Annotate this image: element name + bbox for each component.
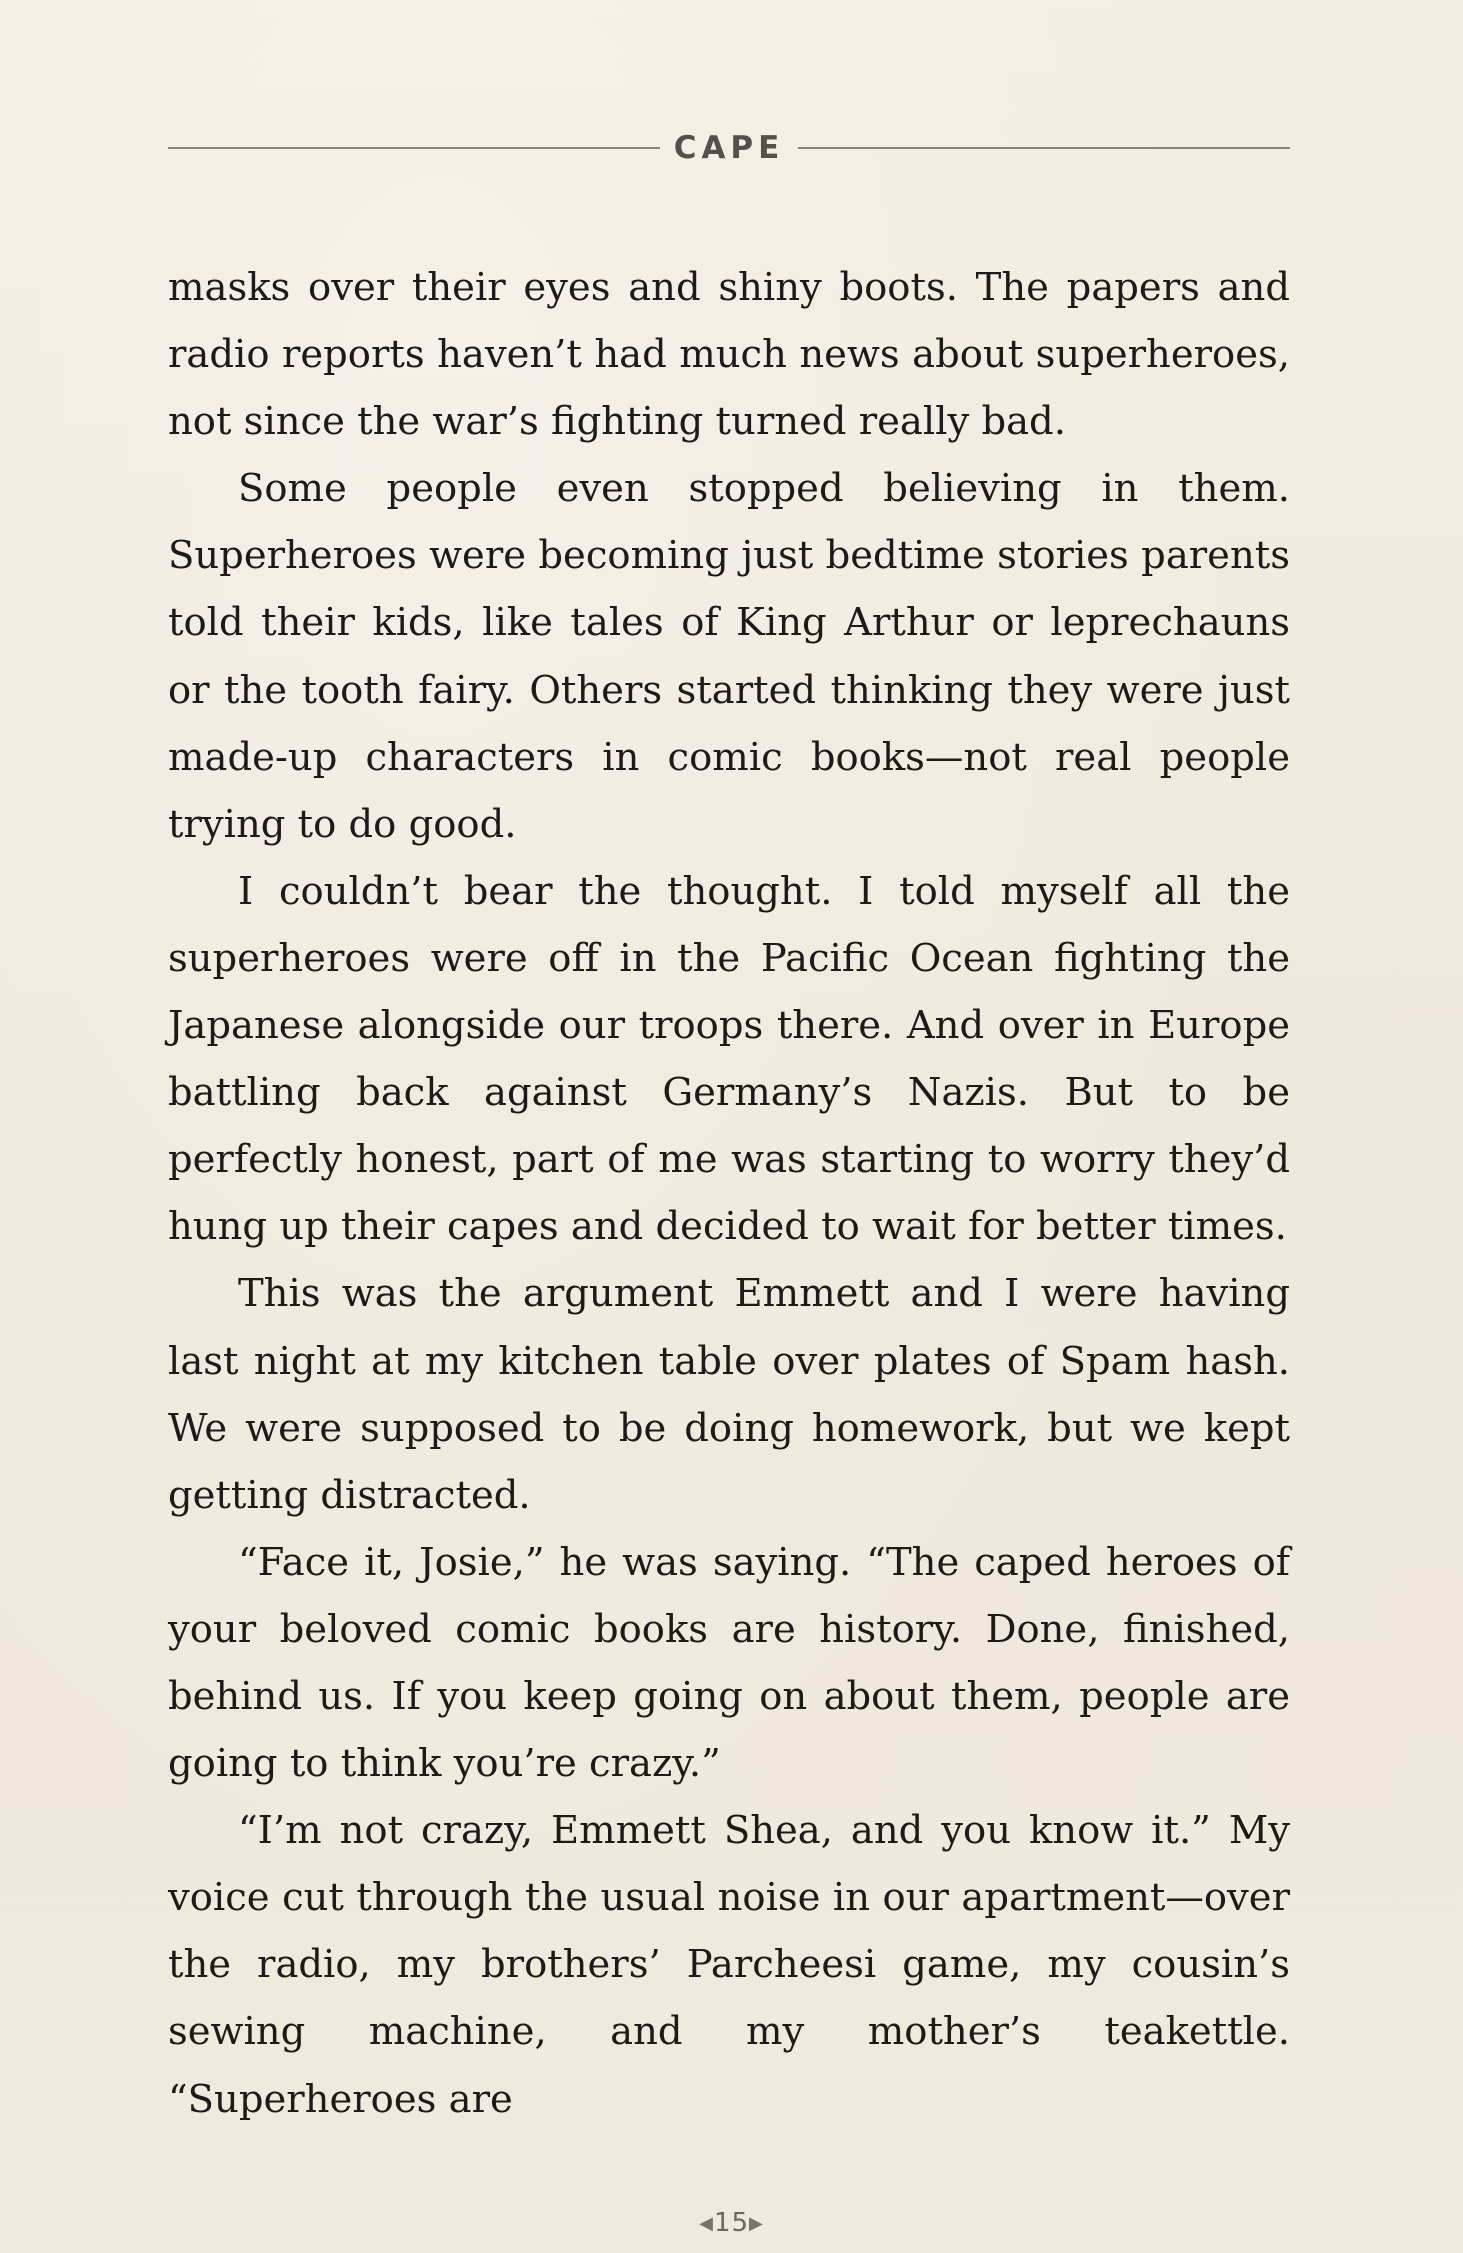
running-head-rule-right	[798, 147, 1290, 149]
running-head	[168, 128, 1290, 168]
paragraph: This was the argument Emmett and I were having last night at my kitchen table over plates of Spam hash. We were supposed to be doing homework, but we kept getting distracted.	[168, 1271, 1290, 1518]
running-head-title: CAPE	[673, 130, 785, 166]
triangle-left-icon: ◀	[699, 2213, 714, 2234]
paragraph: masks over their eyes and shiny boots. The papers and radio reports haven’t had much news about superheroes, not since the war’s fighting turned really bad.	[168, 265, 1290, 445]
page-number	[0, 2208, 1463, 2238]
body-text	[168, 254, 1290, 2133]
page-number-value: 15	[713, 2208, 750, 2238]
running-head-rule-left	[168, 147, 660, 149]
triangle-right-icon: ▶	[749, 2213, 764, 2234]
paragraph: “I’m not crazy, Emmett Shea, and you know it.” My voice cut through the usual noise in our apartment—over the radio, my brothers’ Parcheesi game, my cousin’s sewing machine, and my mother’s teakettle. “Superheroes are	[168, 1808, 1290, 2122]
paragraph: “Face it, Josie,” he was saying. “The caped heroes of your beloved comic books are history. Done, finished, behind us. If you keep going on about them, people are going to think you’re crazy.”	[168, 1539, 1290, 1787]
paragraph: Some people even stopped believing in them. Superheroes were becoming just bedtime stories parents told their kids, like tales of King Arthur or leprechauns or the tooth fairy. Others started thinking they were just made-up characters in comic books—not real people trying to do good.	[168, 466, 1290, 847]
paragraph: I couldn’t bear the thought. I told myself all the superheroes were off in the Pacific Ocean fighting the Japanese alongside our troops there. And over in Europe battling back against Germany’s Nazis. But to be perfectly honest, part of me was starting to worry they’d hung up their capes and decided to wait for better times.	[168, 868, 1290, 1250]
